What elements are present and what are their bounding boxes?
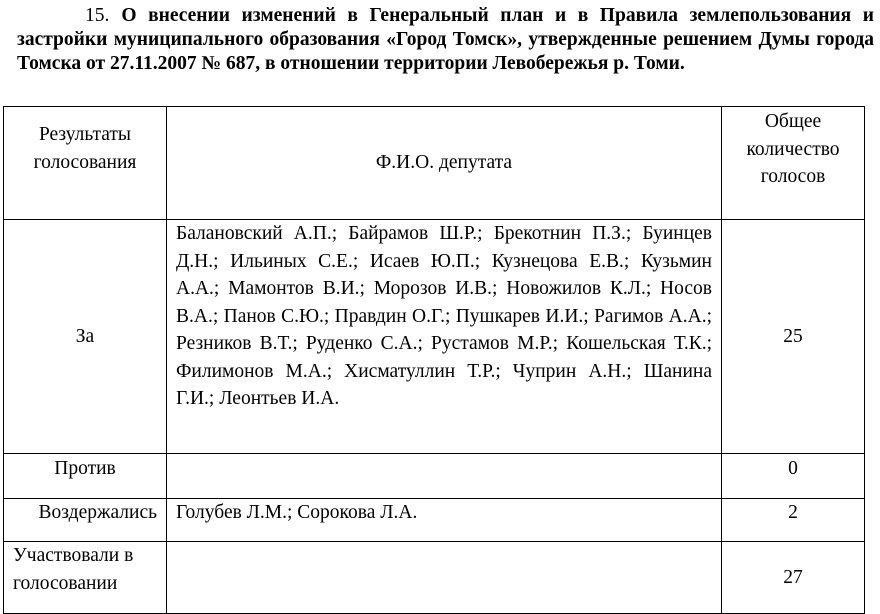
result-cell: Против bbox=[4, 454, 167, 499]
table-row-participated bbox=[4, 542, 865, 614]
agenda-item-title: О внесении изменений в Генеральный план и в Правила землепользования и застройки муниципального образования «Город Томск», утвержденные решением Думы города Томска от 27.11.2007 № 687, в отношении территории Левобережья р. Томи. bbox=[17, 5, 874, 74]
result-cell: За bbox=[4, 220, 167, 454]
agenda-item-number: 15. bbox=[85, 5, 110, 26]
deputies-cell: Голубев Л.М.; Сорокова Л.А. bbox=[167, 499, 722, 542]
header-total: Общее количество голосов bbox=[722, 107, 865, 220]
header-deputies: Ф.И.О. депутата bbox=[167, 107, 722, 220]
deputies-cell bbox=[167, 542, 722, 614]
result-cell: Участвовали в голосовании bbox=[4, 542, 167, 614]
count-cell: 0 bbox=[722, 454, 865, 499]
table-header-row bbox=[4, 107, 865, 220]
result-cell: Воздержались bbox=[4, 499, 167, 542]
table-row-abstained bbox=[4, 499, 865, 542]
agenda-item-heading bbox=[17, 4, 874, 76]
count-cell: 2 bbox=[722, 499, 865, 542]
count-cell: 25 bbox=[722, 220, 865, 454]
header-result: Результаты голосования bbox=[4, 107, 167, 220]
deputies-cell: Балановский А.П.; Байрамов Ш.Р.; Брекотнин П.З.; Буинцев Д.Н.; Ильиных С.Е.; Исаев Ю.П.; Кузнецова Е.В.; Кузьмин А.А.; Мамонтов В.И.; Морозов И.В.; Новожилов К.Л.; Носов В.А.; Панов С.Ю.; Правдин О.Г.; Пушкарев И.И.; Рагимов А.А.; Резников В.Т.; Руденко С.А.; Рустамов М.Р.; Кошельская Т.К.; Филимонов М.А.; Хисматуллин Т.Р.; Чуприн А.Н.; Шанина Г.И.; Леонтьев И.А. bbox=[167, 220, 722, 454]
voting-results-table bbox=[3, 106, 865, 614]
count-cell: 27 bbox=[722, 542, 865, 614]
table-row-for bbox=[4, 220, 865, 454]
deputies-cell bbox=[167, 454, 722, 499]
table-row-against bbox=[4, 454, 865, 499]
